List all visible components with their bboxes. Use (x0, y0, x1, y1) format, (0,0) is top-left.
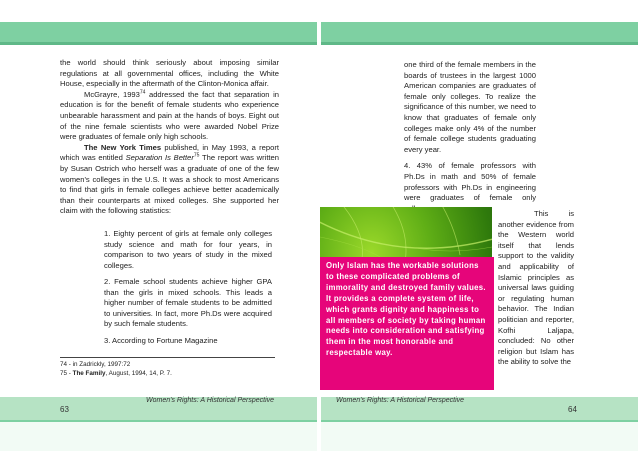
left-page-body (60, 58, 279, 217)
side-paragraph: This is another evidence from the Western world itself that lends support to the validity and applicability of Islamic principles as universal laws guiding or regulating human behavior. The Indian politician and reporter, Kofhi Laljapa, concluded: No other religion but Islam has the ability to solve the (498, 209, 574, 367)
right-page-body (404, 60, 536, 220)
list-item: one third of the female members in the boards of trustees in the largest 1000 American companies are graduates of female only colleges. To realize the significance of this number, we need to know that graduates of female only colleges make only 4% of the number of female college students graduating every year. (404, 60, 536, 154)
pull-quote: Only Islam has the workable solutions to these complicated problems of immorality and destroyed family values. It provides a complete system of life, which grants dignity and happiness to all members of society by taking human needs into consideration and satisfying them in the most honorable and respectable way. (320, 257, 494, 390)
list-item: 3. According to Fortune Magazine (104, 335, 218, 345)
paragraph-mcgrayre (60, 90, 279, 143)
list-item: 2. Female school students achieve higher GPA than the girls in mixed schools. This leads a higher number of female students to be admitted to universities. In fact, more Ph.Ds were acquired by such female students. (104, 277, 272, 328)
footnote-ref-74: 74 (139, 89, 146, 96)
paragraph-nyt (60, 143, 279, 217)
side-column (498, 209, 574, 368)
statistics-list (104, 229, 272, 352)
footnote-75-num: 75 - (60, 370, 73, 377)
list-item: 1. Eighty percent of girls at female only colleges study science and math for four years, in comparison to two years of study in the mixed colleges. (104, 229, 272, 270)
nyt-report-title: Separation Is Better (125, 153, 194, 163)
footer-title-right: Women's Rights: A Historical Perspective (336, 397, 465, 404)
footnote-75-source: The Family (72, 370, 106, 377)
footnote-74: 74 - in Zadrickly, 1997:72 (60, 361, 131, 368)
footer-title-left: Women's Rights: A Historical Perspective (146, 397, 275, 404)
paragraph-intro: the world should think seriously about imposing similar regulations at all governmental offices, including the White House, especially in the aftermath of the Clinton-Monica affair. (60, 58, 279, 89)
footnotes (60, 357, 275, 378)
nyt-title: The New York Times (84, 142, 162, 152)
mcgrayre-lead: McGrayre, 1993 (84, 89, 140, 99)
footnote-75 (60, 369, 275, 378)
list-item: 4. 43% of female professors with Ph.Ds in math and 50% of female professors with Ph.Ds in engineering were graduates of female only (404, 161, 536, 203)
footnote-75-detail: , August, 1994, 14, P. 7. (105, 370, 172, 377)
nyt-text-a: published, in May 1993, a report which was entitled (60, 142, 279, 163)
footnote-ref-75: 75 (193, 152, 200, 159)
nyt-text-b: The report was written by Susan Ostrich who herself was a graduate of one of the few women's colleges in the U.S. It was a shock to most Americans to find that girls in female colleges achieve better academically than their counterparts at mixed colleges. She supported her claim with the following statistics: (60, 153, 279, 216)
mcgrayre-rest: addressed the fact that separation in education is for the benefit of female students who experience unbearable harassment and pain at the hands of boys. Eight out of the nine female scientists who were awarded Nobel Prize were graduates of female only high schools. (60, 89, 279, 142)
page-number-left: 63 (60, 405, 69, 414)
page-number-right: 64 (568, 405, 577, 414)
